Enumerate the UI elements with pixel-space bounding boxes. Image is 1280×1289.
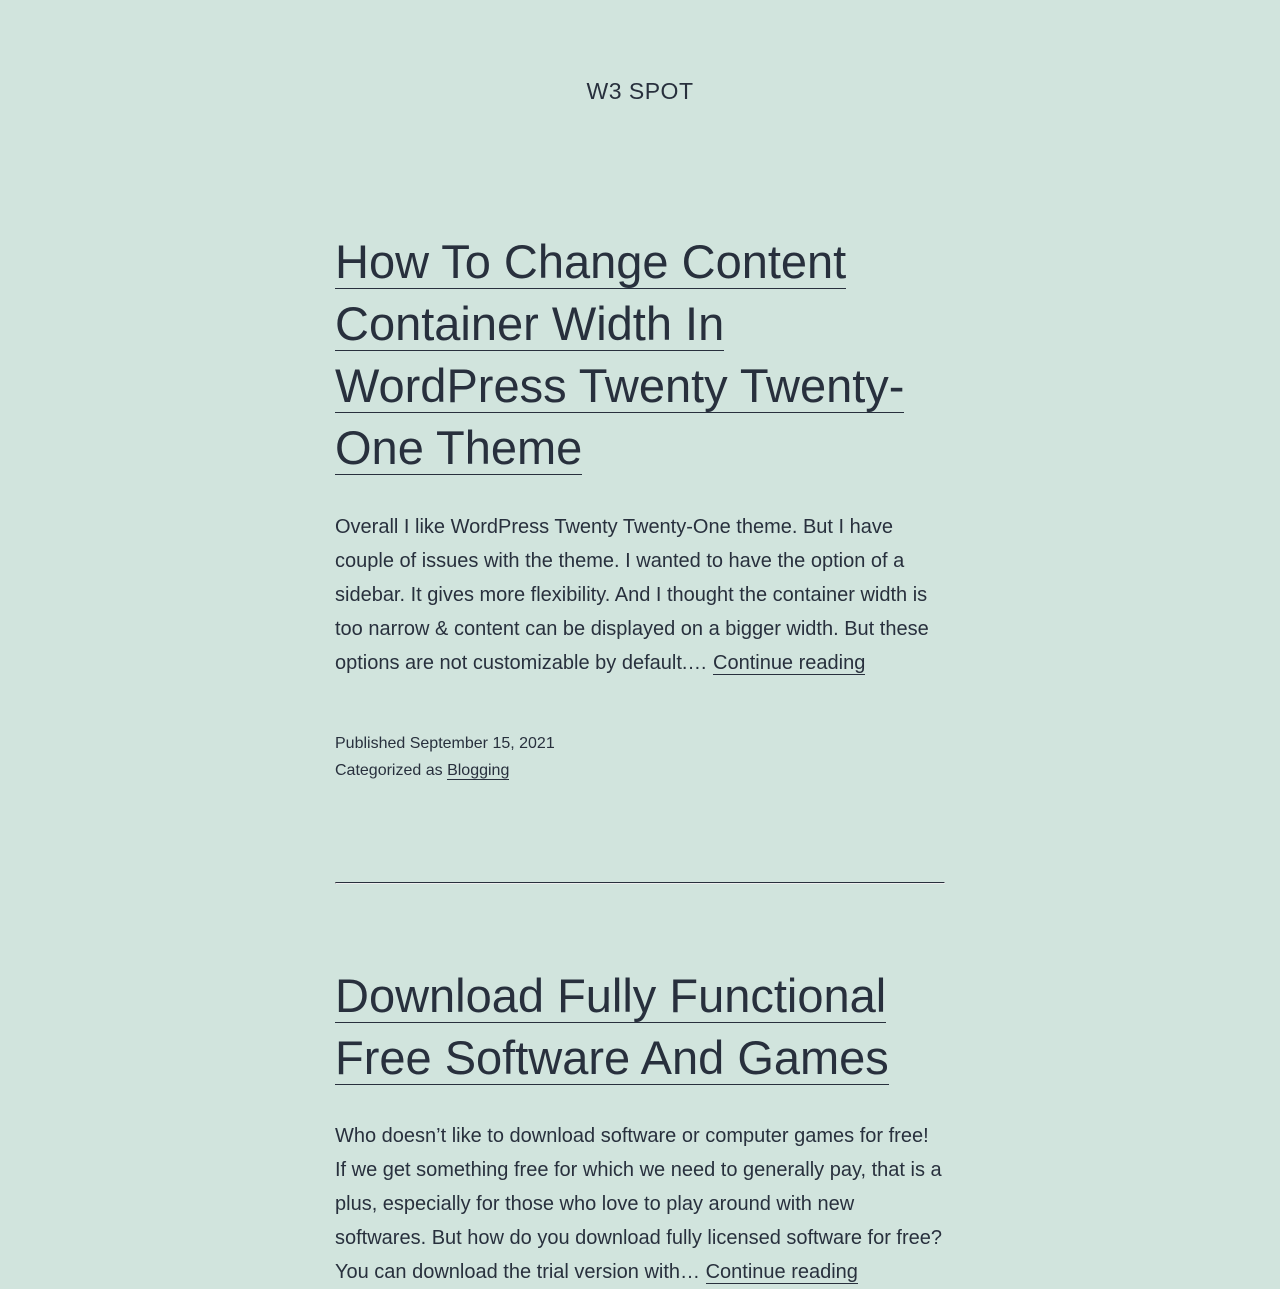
post-excerpt <box>335 510 945 680</box>
post-title <box>335 965 945 1089</box>
published-date: September 15, 2021 <box>409 735 555 752</box>
published-label: Published <box>335 735 406 752</box>
post-category <box>335 757 945 784</box>
site-title-link[interactable]: W3 SPOT <box>586 78 694 104</box>
category-link[interactable]: Blogging <box>447 762 510 779</box>
post-title <box>335 231 945 479</box>
post-meta <box>335 730 945 784</box>
post-separator <box>335 882 945 884</box>
post-excerpt <box>335 1119 945 1289</box>
continue-reading-link[interactable]: Continue reading <box>705 1261 858 1283</box>
continue-reading-link[interactable]: Continue reading <box>713 652 866 674</box>
site-header <box>0 74 1280 108</box>
post-published <box>335 730 945 757</box>
category-label: Categorized as <box>335 762 443 779</box>
post-title-link[interactable]: How To Change Content Container Width In WordPress Twenty Twenty-One Theme <box>335 235 905 474</box>
post-excerpt-text: Who doesn’t like to download software or computer games for free! If we get something free for which we need to generally pay, that is a plus, especially for those who love to play around with new softwares. But how do you download fully licensed software for free? You can download the trial version with… <box>335 1125 942 1283</box>
post-excerpt-text: Overall I like WordPress Twenty Twenty-One theme. But I have couple of issues with the theme. I wanted to have the option of a sidebar. It gives more flexibility. And I thought the container width is too narrow & content can be displayed on a bigger width. But these options are not customizable by default.… <box>335 516 929 674</box>
post-title-link[interactable]: Download Fully Functional Free Software And Games <box>335 969 889 1084</box>
